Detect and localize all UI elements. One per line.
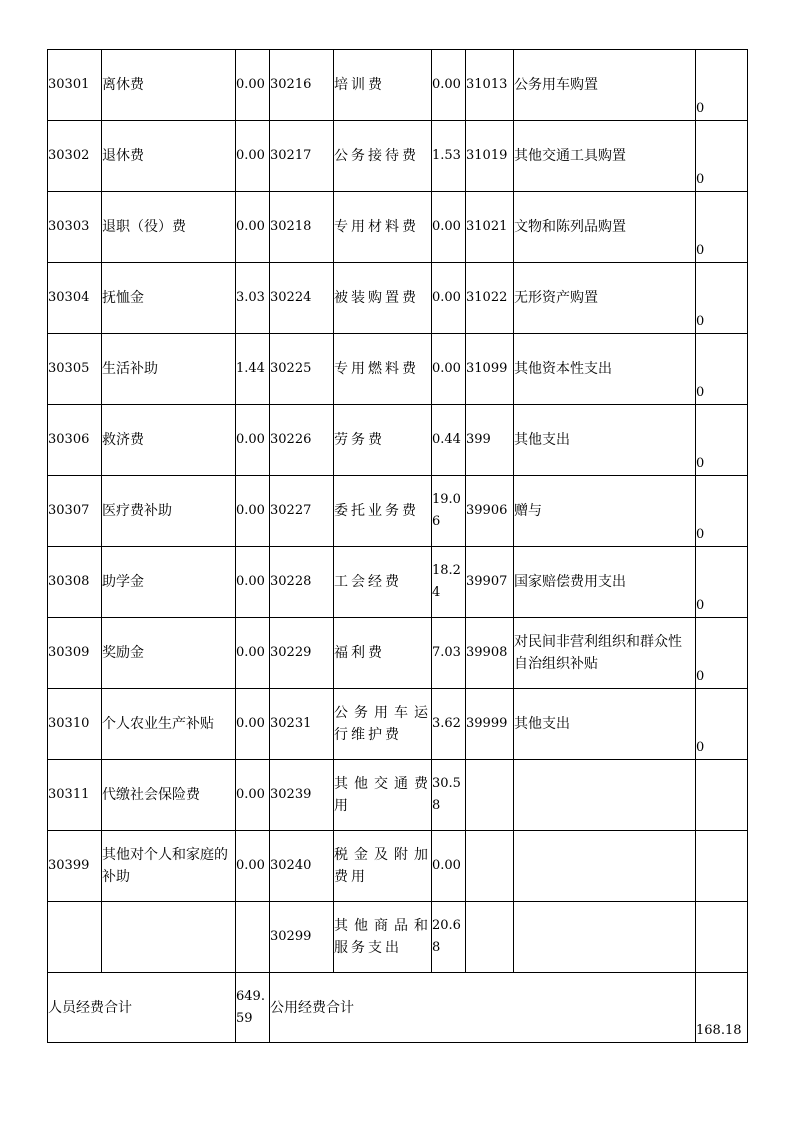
capital-amount: 0 xyxy=(696,476,748,547)
public-amount: 19.06 xyxy=(432,476,466,547)
public-code: 30226 xyxy=(270,405,334,476)
public-item-name: 委托业务费 xyxy=(334,476,432,547)
table-row xyxy=(48,50,748,121)
personnel-item-name: 个人农业生产补贴 xyxy=(102,689,236,760)
personnel-item-name: 救济费 xyxy=(102,405,236,476)
personnel-code: 30399 xyxy=(48,831,102,902)
public-item-name: 被装购置费 xyxy=(334,263,432,334)
capital-item-name: 公务用车购置 xyxy=(514,50,696,121)
personnel-code: 30310 xyxy=(48,689,102,760)
public-amount: 1.53 xyxy=(432,121,466,192)
personnel-item-name xyxy=(102,902,236,973)
table-row xyxy=(48,121,748,192)
personnel-code: 30308 xyxy=(48,547,102,618)
public-code: 30239 xyxy=(270,760,334,831)
table-body xyxy=(48,50,748,1043)
public-code: 30240 xyxy=(270,831,334,902)
table-row xyxy=(48,689,748,760)
public-code: 30217 xyxy=(270,121,334,192)
public-code: 30227 xyxy=(270,476,334,547)
personnel-amount: 0.00 xyxy=(236,50,270,121)
capital-code: 31099 xyxy=(466,334,514,405)
personnel-amount: 0.00 xyxy=(236,547,270,618)
public-total-value: 168.18 xyxy=(696,973,748,1043)
capital-code xyxy=(466,831,514,902)
personnel-amount: 0.00 xyxy=(236,760,270,831)
table-row xyxy=(48,760,748,831)
public-item-name: 其他交通费用 xyxy=(334,760,432,831)
capital-item-name xyxy=(514,760,696,831)
personnel-item-name: 生活补助 xyxy=(102,334,236,405)
capital-item-name xyxy=(514,902,696,973)
public-amount: 7.03 xyxy=(432,618,466,689)
table-row xyxy=(48,902,748,973)
personnel-code: 30305 xyxy=(48,334,102,405)
personnel-item-name: 代缴社会保险费 xyxy=(102,760,236,831)
table-row xyxy=(48,334,748,405)
capital-amount: 0 xyxy=(696,50,748,121)
capital-code: 31019 xyxy=(466,121,514,192)
capital-code: 31013 xyxy=(466,50,514,121)
public-code: 30299 xyxy=(270,902,334,973)
personnel-item-name: 助学金 xyxy=(102,547,236,618)
public-amount: 18.24 xyxy=(432,547,466,618)
capital-amount: 0 xyxy=(696,618,748,689)
public-amount: 30.58 xyxy=(432,760,466,831)
personnel-item-name: 退职（役）费 xyxy=(102,192,236,263)
public-item-name: 专用燃料费 xyxy=(334,334,432,405)
personnel-code: 30311 xyxy=(48,760,102,831)
capital-amount: 0 xyxy=(696,121,748,192)
public-amount: 0.00 xyxy=(432,831,466,902)
public-amount: 20.68 xyxy=(432,902,466,973)
capital-item-name: 其他支出 xyxy=(514,405,696,476)
capital-code: 39906 xyxy=(466,476,514,547)
public-item-name: 公务接待费 xyxy=(334,121,432,192)
capital-item-name xyxy=(514,831,696,902)
public-code: 30224 xyxy=(270,263,334,334)
public-amount: 3.62 xyxy=(432,689,466,760)
capital-code xyxy=(466,902,514,973)
capital-code: 399 xyxy=(466,405,514,476)
public-item-name: 福利费 xyxy=(334,618,432,689)
public-item-name: 其他商品和服务支出 xyxy=(334,902,432,973)
public-amount: 0.00 xyxy=(432,50,466,121)
public-amount: 0.00 xyxy=(432,263,466,334)
table-row xyxy=(48,618,748,689)
table-row xyxy=(48,476,748,547)
table-row xyxy=(48,405,748,476)
table-row xyxy=(48,547,748,618)
personnel-amount: 0.00 xyxy=(236,689,270,760)
personnel-code: 30301 xyxy=(48,50,102,121)
public-code: 30218 xyxy=(270,192,334,263)
capital-item-name: 其他资本性支出 xyxy=(514,334,696,405)
table-row xyxy=(48,192,748,263)
personnel-item-name: 医疗费补助 xyxy=(102,476,236,547)
public-amount: 0.44 xyxy=(432,405,466,476)
capital-amount: 0 xyxy=(696,334,748,405)
capital-code: 39999 xyxy=(466,689,514,760)
capital-item-name: 对民间非营利组织和群众性自治组织补贴 xyxy=(514,618,696,689)
public-item-name: 培训费 xyxy=(334,50,432,121)
personnel-item-name: 抚恤金 xyxy=(102,263,236,334)
capital-code: 31021 xyxy=(466,192,514,263)
personnel-item-name: 奖励金 xyxy=(102,618,236,689)
personnel-item-name: 退休费 xyxy=(102,121,236,192)
public-item-name: 公务用车运行维护费 xyxy=(334,689,432,760)
capital-amount: 0 xyxy=(696,192,748,263)
public-item-name: 劳务费 xyxy=(334,405,432,476)
public-item-name: 税金及附加费用 xyxy=(334,831,432,902)
public-item-name: 专用材料费 xyxy=(334,192,432,263)
personnel-code xyxy=(48,902,102,973)
personnel-item-name: 其他对个人和家庭的补助 xyxy=(102,831,236,902)
capital-amount: 0 xyxy=(696,689,748,760)
capital-item-name: 其他支出 xyxy=(514,689,696,760)
totals-row xyxy=(48,973,748,1043)
table-row xyxy=(48,263,748,334)
table-row xyxy=(48,831,748,902)
personnel-amount: 0.00 xyxy=(236,476,270,547)
personnel-amount: 0.00 xyxy=(236,618,270,689)
personnel-code: 30302 xyxy=(48,121,102,192)
capital-amount: 0 xyxy=(696,547,748,618)
personnel-total-value: 649.59 xyxy=(236,973,270,1043)
personnel-amount: 1.44 xyxy=(236,334,270,405)
public-code: 30225 xyxy=(270,334,334,405)
capital-item-name: 赠与 xyxy=(514,476,696,547)
capital-amount xyxy=(696,831,748,902)
personnel-code: 30307 xyxy=(48,476,102,547)
public-code: 30231 xyxy=(270,689,334,760)
public-item-name: 工会经费 xyxy=(334,547,432,618)
personnel-item-name: 离休费 xyxy=(102,50,236,121)
personnel-amount xyxy=(236,902,270,973)
personnel-amount: 0.00 xyxy=(236,405,270,476)
capital-code: 31022 xyxy=(466,263,514,334)
capital-code xyxy=(466,760,514,831)
capital-item-name: 无形资产购置 xyxy=(514,263,696,334)
capital-code: 39907 xyxy=(466,547,514,618)
personnel-amount: 3.03 xyxy=(236,263,270,334)
capital-amount: 0 xyxy=(696,263,748,334)
capital-amount xyxy=(696,760,748,831)
public-code: 30216 xyxy=(270,50,334,121)
personnel-amount: 0.00 xyxy=(236,831,270,902)
expenditure-table xyxy=(47,49,748,1043)
public-code: 30228 xyxy=(270,547,334,618)
personnel-amount: 0.00 xyxy=(236,192,270,263)
capital-item-name: 国家赔偿费用支出 xyxy=(514,547,696,618)
capital-code: 39908 xyxy=(466,618,514,689)
capital-item-name: 文物和陈列品购置 xyxy=(514,192,696,263)
personnel-code: 30306 xyxy=(48,405,102,476)
personnel-total-label: 人员经费合计 xyxy=(48,973,236,1043)
public-code: 30229 xyxy=(270,618,334,689)
capital-item-name: 其他交通工具购置 xyxy=(514,121,696,192)
capital-amount: 0 xyxy=(696,405,748,476)
capital-amount xyxy=(696,902,748,973)
public-amount: 0.00 xyxy=(432,192,466,263)
personnel-amount: 0.00 xyxy=(236,121,270,192)
personnel-code: 30309 xyxy=(48,618,102,689)
personnel-code: 30303 xyxy=(48,192,102,263)
public-amount: 0.00 xyxy=(432,334,466,405)
personnel-code: 30304 xyxy=(48,263,102,334)
public-total-label: 公用经费合计 xyxy=(270,973,696,1043)
